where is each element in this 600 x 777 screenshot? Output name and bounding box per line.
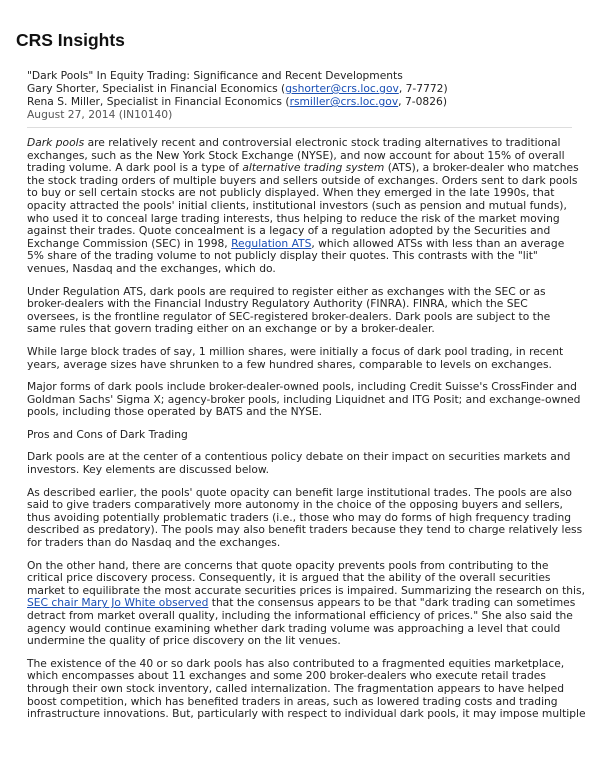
- ats-term: alternative trading system: [242, 161, 385, 175]
- section-heading-pros-cons: Pros and Cons of Dark Trading: [27, 427, 188, 441]
- insight-header: [27, 69, 577, 121]
- dark-pools-term: Dark pools: [27, 136, 85, 149]
- author-1-email-link[interactable]: gshorter@crs.loc.gov: [285, 82, 399, 95]
- paragraph-7: As described earlier, the pools' quote opacity can benefit large institutional trades. The pools are also said to give traders comparatively more autonomy in the choice of the opposing buyers and sellers, thus avoiding potentially problematic traders (i.e., those who may do forms of high frequency trading described as predatory). The pools may also benefit traders because they tend to charge relatively less for traders than do Nasdaq and the exchanges.: [27, 485, 583, 550]
- author-line-1: [27, 82, 577, 95]
- insight-title: "Dark Pools" In Equity Trading: Significance and Recent Developments: [27, 69, 403, 82]
- paragraph-4: Major forms of dark pools include broker-dealer-owned pools, including Credit Suisse's CrossFinder and Goldman Sachs' Sigma X; agency-broker pools, including Liquidnet and ITG Posit; and exchange-owned pools, including those operated by BATS and the NYSE.: [27, 380, 581, 419]
- author-line-2: [27, 95, 577, 108]
- author-1-text: Gary Shorter, Specialist in Financial Economics (: [27, 82, 286, 95]
- author-2-phone: , 7-0826): [398, 95, 447, 108]
- header-divider: [27, 127, 572, 128]
- author-1-phone: , 7-7772): [398, 82, 448, 95]
- article-body: [27, 136, 586, 731]
- paragraph-3: While large block trades of say, 1 million shares, were initially a focus of dark pool trading, in recent years, average sizes have shrunken to a few hundred shares, comparable to levels on exchanges.: [27, 344, 564, 371]
- paragraph-1: Dark pools are relatively recent and controversial electronic stock trading alternatives to traditional exchanges, such as the New York Stock Exchange (NYSE), and now account for about 15% of overall trading volume. A dark pool is a type of alternative trading system (ATS), a broker-dealer who matches the stock trading orders of multiple buyers and sellers outside of exchanges. Orders sent to dark pools to buy or sell certain stocks are not publicly displayed. When they emerged in the late 1990s, that opacity attracted the pools' initial clients, institutional investors (such as pension and mutual funds), who used it to conceal large trading interests, thus helping to reduce the risk of the market moving against their trades. Quote concealment is a legacy of a regulation adopted by the Securities and Exchange Commission (SEC) in 1998, Regulation ATS, which allowed ATSs with less than an average 5% share of the trading volume to not publicly display their quotes. This contrasts with the "lit" venues, Nasdaq and the exchanges, which do.: [27, 136, 579, 275]
- paragraph-2: Under Regulation ATS, dark pools are required to register either as exchanges with the SEC or as broker-dealers with the Financial Industry Regulatory Authority (FINRA). FINRA, which the SEC oversees, is the frontline regulator of SEC-registered broker-dealers. Dark pools are subject to the same rules that govern trading either on an exchange or by a broker-dealer.: [27, 284, 551, 336]
- brand-title: CRS Insights: [16, 30, 125, 50]
- author-2-email-link[interactable]: rsmiller@crs.loc.gov: [289, 95, 399, 108]
- paragraph-9: The existence of the 40 or so dark pools has also contributed to a fragmented equities marketplace, which encompasses about 11 exchanges and some 200 broker-dealers who execute retail trades through their own stock inventory, called internalization. The fragmentation appears to have helped boost competition, which has benefited traders in areas, such as lowered trading costs and trading infrastructure innovations. But, particularly with respect to individual dark pools, it may impose multiple: [27, 656, 586, 721]
- regulation-ats-link[interactable]: Regulation ATS: [231, 236, 312, 250]
- publication-date: August 27, 2014 (IN10140): [27, 108, 173, 121]
- sec-chair-link[interactable]: SEC chair Mary Jo White observed: [27, 596, 209, 610]
- author-2-text: Rena S. Miller, Specialist in Financial Economics (: [27, 95, 290, 108]
- paragraph-6: Dark pools are at the center of a contentious policy debate on their impact on securities markets and investors. Key elements are discussed below.: [27, 450, 571, 477]
- paragraph-8: On the other hand, there are concerns that quote opacity prevents pools from contributing to the critical price discovery process. Consequently, it is argued that the ability of the overall securities market to equilibrate the most accurate securities prices is impaired. Summarizing the research on this, SEC chair Mary Jo White observed that the consensus appears to be that "dark trading can sometimes detract from market overall quality, including the informational efficiency of prices." She also said the agency would continue examining whether dark trading volume was approaching a level that could undermine the quality of price discovery on the lit venues.: [27, 558, 585, 648]
